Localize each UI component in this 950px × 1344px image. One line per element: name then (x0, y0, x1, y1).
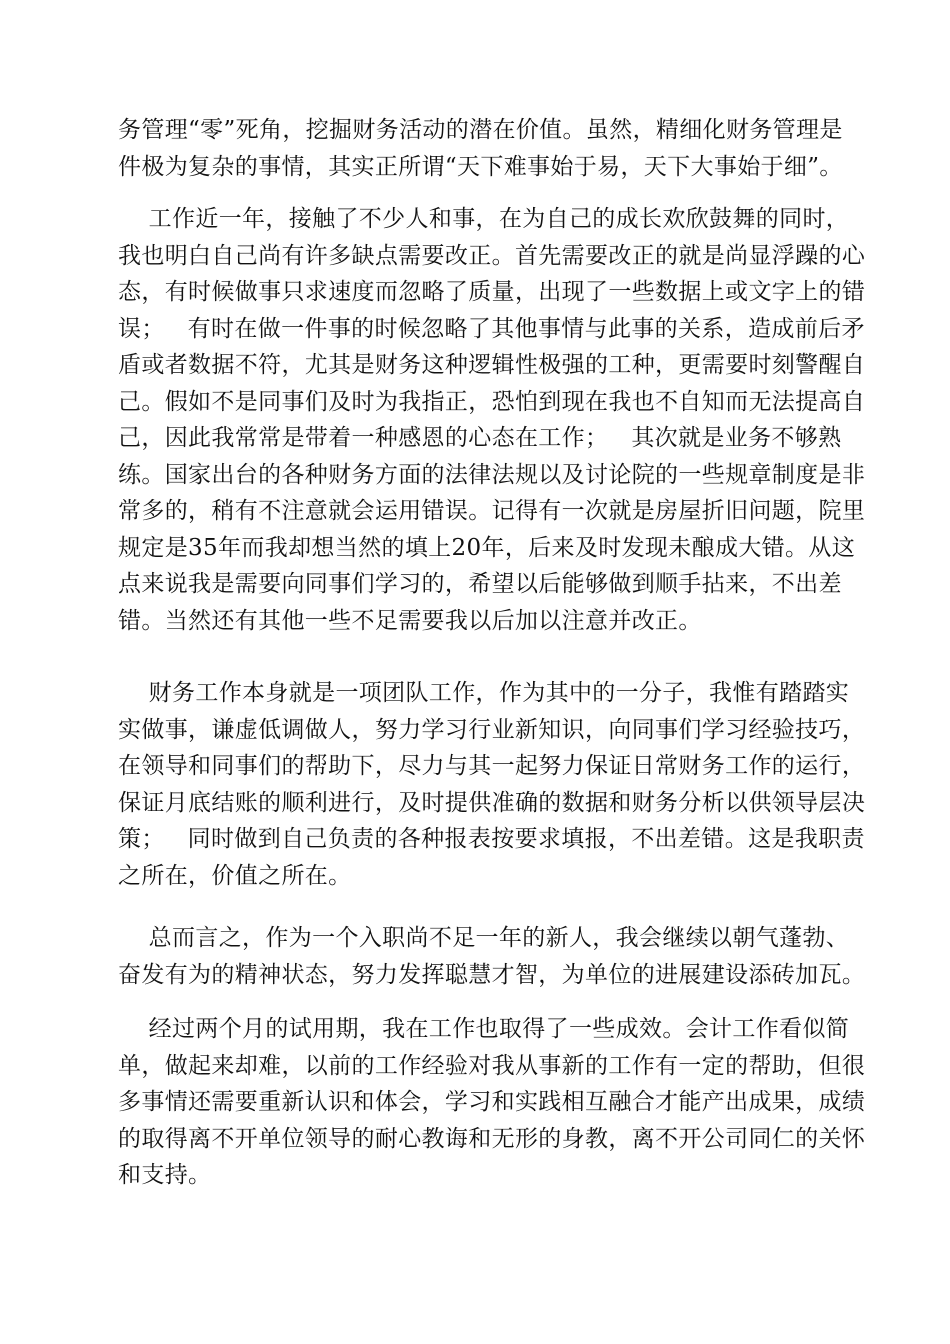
text-line: 的取得离不开单位领导的耐心教诲和无形的身教，离不开公司同仁的关怀 (118, 1125, 866, 1152)
text-line: 务管理“零”死角，挖掘财务活动的潜在价值。虽然，精细化财务管理是 (118, 117, 843, 143)
text-line: 己，因此我常常是带着一种感恩的心态在工作； 其次就是业务不够熟 (118, 425, 842, 451)
paragraph-5 (118, 1011, 866, 1194)
text-line: 错。当然还有其他一些不足需要我以后加以注意并改正。 (118, 607, 702, 634)
text-line: 多事情还需要重新认识和体会，学习和实践相互融合才能产出成果，成绩 (118, 1089, 866, 1115)
text-line: 常多的，稍有不注意就会运用错误。记得有一次就是房屋折旧问题，院里 (118, 498, 866, 524)
text-line: 练。国家出台的各种财务方面的法律法规以及讨论院的一些规章制度是非 (118, 461, 866, 488)
text-line: 奋发有为的精神状态，努力发挥聪慧才智，为单位的进展建设添砖加瓦。 (118, 961, 866, 988)
text-line: 件极为复杂的事情，其实正所谓“天下难事始于易，天下大事始于细”。 (118, 153, 843, 180)
text-line: 盾或者数据不符，尤其是财务这种逻辑性极强的工种，更需要时刻警醒自 (118, 352, 866, 378)
text-line: 单，做起来却难，以前的工作经验对我从事新的工作有一定的帮助，但很 (118, 1052, 866, 1079)
text-line: 保证月底结账的顺利进行，及时提供准确的数据和财务分析以供领导层决 (118, 789, 866, 816)
text-line: 态，有时候做事只求速度而忽略了质量，出现了一些数据上或文字上的错 (118, 279, 866, 305)
text-line: 点来说我是需要向同事们学习的，希望以后能够做到顺手拈来，不出差 (118, 571, 842, 597)
text-line: 工作近一年，接触了不少人和事，在为自己的成长欢欣鼓舞的同时， (118, 206, 850, 232)
text-line: 己。假如不是同事们及时为我指正，恐怕到现在我也不自知而无法提高自 (118, 388, 866, 415)
text-line: 在领导和同事们的帮助下，尽力与其一起努力保证日常财务工作的运行， (118, 753, 866, 779)
text-line: 策； 同时做到自己负责的各种报表按要求填报，不出差错。这是我职责 (118, 826, 865, 852)
paragraph-2 (118, 201, 866, 639)
text-line: 财务工作本身就是一项团队工作，作为其中的一分子，我惟有踏踏实 (118, 680, 850, 706)
text-line: 之所在，价值之所在。 (118, 862, 352, 889)
text-line: 规定是35年而我却想当然的填上20年，后来及时发现未酿成大错。从这 (118, 534, 856, 561)
paragraph-3 (118, 675, 866, 894)
text-line: 经过两个月的试用期，我在工作也取得了一些成效。会计工作看似简 (118, 1016, 850, 1042)
text-line: 我也明白自己尚有许多缺点需要改正。首先需要改正的就是尚显浮躁的心 (118, 242, 866, 269)
text-line: 总而言之，作为一个入职尚不足一年的新人，我会继续以朝气蓬勃、 (118, 925, 850, 951)
text-line: 和支持。 (118, 1162, 212, 1188)
paragraph-4 (118, 920, 866, 993)
text-line: 实做事，谦虚低调做人，努力学习行业新知识，向同事们学习经验技巧， (118, 716, 866, 743)
text-line: 误； 有时在做一件事的时候忽略了其他事情与此事的关系，造成前后矛 (118, 315, 865, 342)
paragraph-1 (118, 112, 843, 185)
